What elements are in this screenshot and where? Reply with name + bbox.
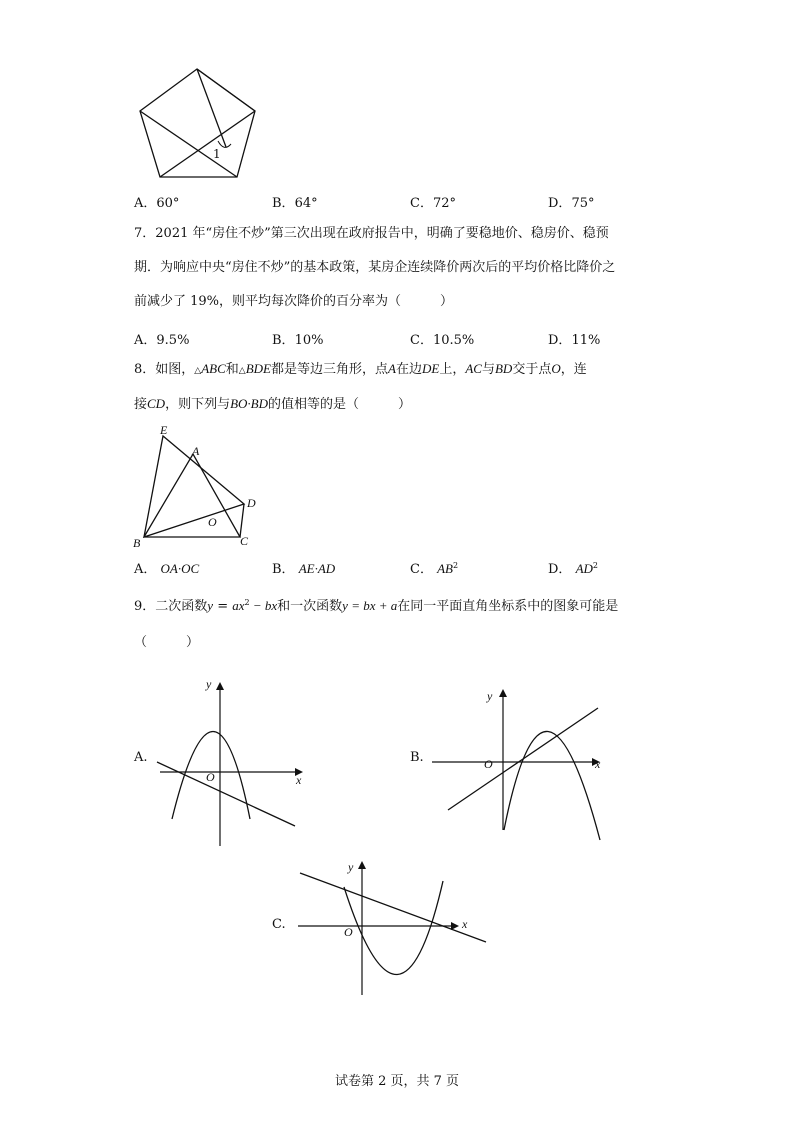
graph-a-label[interactable]: A. <box>134 750 148 765</box>
q8-option-c[interactable]: C． $AB^2$ <box>410 561 459 577</box>
q7-option-d[interactable]: D．11% <box>548 333 601 348</box>
q7-option-c[interactable]: C．10.5% <box>410 333 475 348</box>
q6-option-d[interactable]: D．75° <box>548 196 595 211</box>
label-d: D <box>247 496 256 510</box>
graph-a-x-label: x <box>296 773 302 787</box>
q8-option-b[interactable]: B． AE·AD <box>272 561 336 577</box>
page-footer: 试卷第 2 页，共 7 页 <box>334 1074 460 1089</box>
pentagon-segment-2 <box>197 69 226 147</box>
graph-a[interactable] <box>150 676 310 851</box>
graph-b-parabola <box>504 731 600 840</box>
graph-b[interactable] <box>428 680 608 835</box>
q9-line-1: 9．二次函数$y = ax^2$ − bx和一次函数y = bx + a在同一平面直角坐标系中的图象可能是 <box>134 598 619 614</box>
triangle-abc <box>144 454 240 537</box>
label-o: O <box>208 515 217 529</box>
q7-line-3: 前减少了 19%，则平均每次降价的百分率为（ ） <box>134 294 454 309</box>
q7-option-b[interactable]: B．10% <box>272 333 324 348</box>
pentagon-diagonal-2 <box>197 69 255 111</box>
q6-option-a[interactable]: A．60° <box>134 196 180 211</box>
pentagon-figure <box>130 62 270 187</box>
q7-option-a[interactable]: A．9.5% <box>134 333 190 348</box>
q7-line-2: 期．为响应中央“房住不炒”的基本政策，某房企连续降价两次后的平均价格比降价之 <box>134 260 616 275</box>
label-c: C <box>240 534 249 548</box>
q7-line-1: 7．2021 年“房住不炒”第三次出现在政府报告中，明确了要稳地价、稳房价、稳预 <box>134 226 609 241</box>
graph-c-origin-label: O <box>344 925 353 939</box>
graph-b-y-label: y <box>487 689 493 703</box>
graph-c-y-label: y <box>348 860 354 874</box>
graph-b-line <box>448 708 601 810</box>
graph-c-label[interactable]: C. <box>272 917 286 932</box>
graph-b-x-label: x <box>595 757 601 771</box>
q6-option-b[interactable]: B．64° <box>272 196 318 211</box>
label-a: A <box>192 444 200 458</box>
triangle-figure <box>130 420 270 550</box>
graph-b-label[interactable]: B. <box>410 750 424 765</box>
pentagon-segment <box>160 111 255 177</box>
graph-c-y-arrow <box>358 861 366 869</box>
q9-line-2: （ ） <box>134 635 200 650</box>
graph-c-x-label: x <box>462 917 468 931</box>
pentagon-diagonal-1 <box>140 111 237 177</box>
graph-c-line <box>300 873 486 942</box>
q8-option-d[interactable]: D． $AD^2$ <box>548 561 599 577</box>
graph-b-origin-label: O <box>484 757 493 771</box>
q8-line-2: 接CD，则下列与BO·BD的值相等的是（ ） <box>134 396 412 412</box>
graph-a-y-label: y <box>206 677 212 691</box>
label-e: E <box>160 423 168 437</box>
q6-option-c[interactable]: C．72° <box>410 196 456 211</box>
graph-b-y-arrow <box>499 689 507 697</box>
graph-a-y-arrow <box>216 682 224 690</box>
angle-label: 1 <box>213 147 221 161</box>
q8-line-1: 8．如图，△ABC和△BDE都是等边三角形，点A在边DE上，AC与BD交于点O，连 <box>134 361 587 377</box>
label-b: B <box>133 536 141 550</box>
graph-a-origin-label: O <box>206 770 215 784</box>
q8-option-a[interactable]: A． OA·OC <box>134 561 200 577</box>
segment-cd <box>240 504 244 537</box>
